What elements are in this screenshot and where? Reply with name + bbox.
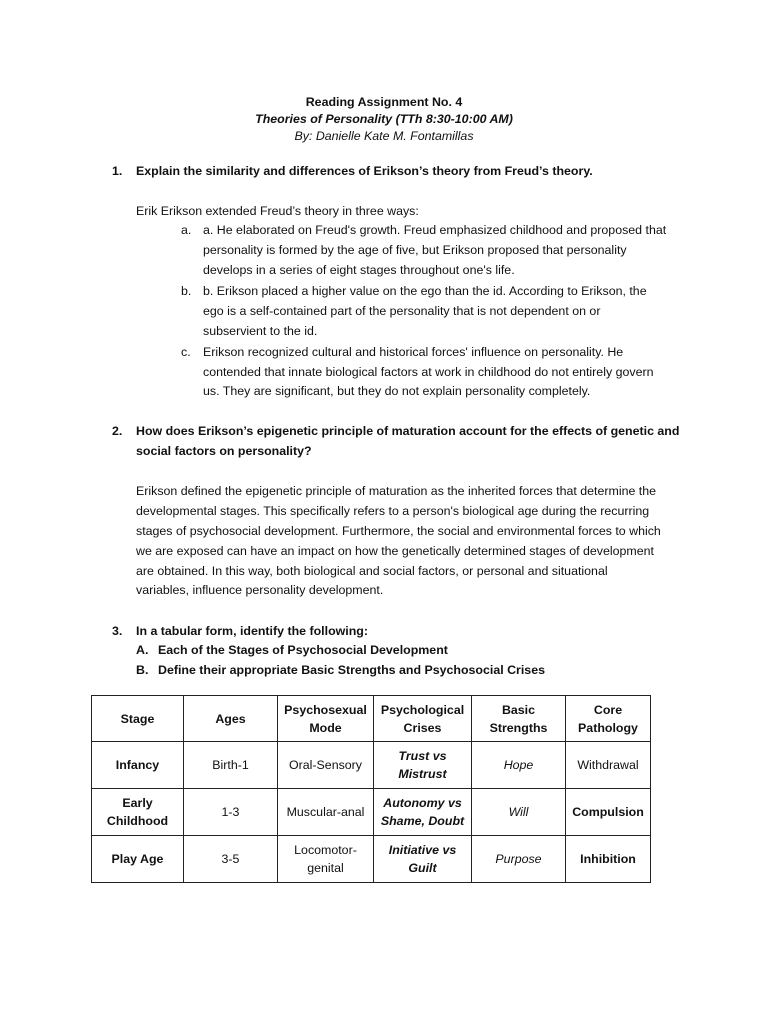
- q1-number: 1.: [112, 164, 123, 178]
- q1-item-b-line: ego is a self-contained part of the personality that is not dependent on or: [203, 304, 601, 318]
- q1-item-a-line: develops in a series of eight stages throughout one's life.: [203, 263, 515, 277]
- header-cell: [184, 696, 278, 742]
- q3-subitem-b-text: Define their appropriate Basic Strengths and Psychosocial Crises: [158, 663, 545, 677]
- header-text: Ages: [215, 711, 246, 726]
- table-row: [92, 836, 651, 883]
- cell-text: Hope: [503, 758, 534, 772]
- cell-text: Inhibition: [580, 852, 636, 866]
- q1-item-c-marker: c.: [181, 345, 191, 359]
- q1-question: Explain the similarity and differences of Erikson’s theory from Freud’s theory.: [136, 164, 593, 178]
- q2-answer-line: Erikson defined the epigenetic principle of maturation as the inherited forces that determine the: [136, 484, 657, 498]
- q2-question-line: How does Erikson’s epigenetic principle of maturation account for the effects of genetic and: [136, 424, 680, 438]
- header-cell: [374, 696, 472, 742]
- table-row: [92, 742, 651, 789]
- q1-item-c-line: contended that innate biological factors at work in childhood do not entirely govern: [203, 365, 654, 379]
- cell-text: Mistrust: [398, 767, 447, 781]
- cell-text: Infancy: [115, 758, 160, 772]
- ages-cell: [184, 836, 278, 883]
- cell-text: Trust vs: [398, 749, 447, 763]
- table-row: [92, 789, 651, 836]
- header-cell: [566, 696, 651, 742]
- q1-item-a-line: a. He elaborated on Freud's growth. Freud emphasized childhood and proposed that: [203, 223, 667, 237]
- cell-text: Guilt: [408, 861, 437, 875]
- header-text: Strengths: [489, 720, 548, 735]
- cell-text: Birth-1: [212, 758, 249, 772]
- q2-answer-line: variables, influence personality development.: [136, 583, 384, 597]
- cell-text: Initiative vs: [388, 843, 457, 857]
- ages-cell: [184, 789, 278, 836]
- cell-text: Play Age: [111, 852, 164, 866]
- q1-item-c-line: us. They are significant, but they do not explain personality completely.: [203, 384, 591, 398]
- cell-text: Locomotor-: [294, 843, 357, 857]
- cell-text: Compulsion: [572, 805, 644, 819]
- ages-cell: [184, 742, 278, 789]
- q3-number: 3.: [112, 624, 123, 638]
- document-title: Reading Assignment No. 4: [305, 95, 463, 109]
- q2-answer-line: are obtained. In this way, both biological and social factors, or personal and situational: [136, 564, 608, 578]
- q1-item-a-marker: a.: [181, 223, 192, 237]
- crises-cell: [374, 789, 472, 836]
- header-text: Mode: [309, 720, 342, 735]
- mode-cell: [278, 836, 374, 883]
- strength-cell: [472, 836, 566, 883]
- cell-text: Purpose: [495, 852, 542, 866]
- header-text: Pathology: [578, 720, 638, 735]
- cell-text: 1-3: [221, 805, 240, 819]
- header-cell: [278, 696, 374, 742]
- stage-cell: [92, 789, 184, 836]
- mode-cell: [278, 742, 374, 789]
- strength-cell: [472, 742, 566, 789]
- header-cell: [92, 696, 184, 742]
- q3-subitem-a-marker: A.: [136, 643, 149, 657]
- header-text: Crises: [403, 720, 442, 735]
- crises-cell: [374, 836, 472, 883]
- cell-text: 3-5: [221, 852, 240, 866]
- header-text: Basic: [501, 702, 536, 717]
- q2-answer-line: we are exposed can have an impact on how the genetically determined stages of development: [136, 544, 654, 558]
- q2-number: 2.: [112, 424, 123, 438]
- q1-item-b-line: subservient to the id.: [203, 324, 318, 338]
- stages-table: [91, 695, 651, 883]
- cell-text: Will: [508, 805, 529, 819]
- header-text: Psychological: [380, 702, 465, 717]
- header-text: Psychosexual: [284, 702, 367, 717]
- mode-cell: [278, 789, 374, 836]
- stage-cell: [92, 836, 184, 883]
- q2-answer-line: stages of psychosocial development. Furthermore, the social and environmental forces to which: [136, 524, 661, 538]
- q1-item-c-line: Erikson recognized cultural and historical forces' influence on personality. He: [203, 345, 624, 359]
- cell-text: genital: [307, 861, 344, 875]
- q2-answer-line: developmental stages. This specifically refers to a person's biological age during the recurring: [136, 504, 650, 518]
- q1-item-a-line: personality is formed by the age of five, but Erikson proposed that personality: [203, 243, 627, 257]
- cell-text: Early: [122, 796, 153, 810]
- table-header-row: [92, 696, 651, 742]
- pathology-cell: [566, 836, 651, 883]
- q1-intro: Erik Erikson extended Freud’s theory in three ways:: [136, 204, 419, 218]
- strength-cell: [472, 789, 566, 836]
- pathology-cell: [566, 742, 651, 789]
- header-cell: [472, 696, 566, 742]
- cell-text: Withdrawal: [577, 758, 639, 772]
- q2-question-line: social factors on personality?: [136, 444, 312, 458]
- cell-text: Oral-Sensory: [289, 758, 362, 772]
- crises-cell: [374, 742, 472, 789]
- q1-item-b-marker: b.: [181, 284, 192, 298]
- document-author: By: Danielle Kate M. Fontamillas: [294, 129, 474, 143]
- header-text: Stage: [120, 711, 155, 726]
- stage-cell: [92, 742, 184, 789]
- q3-subitem-a-text: Each of the Stages of Psychosocial Development: [158, 643, 448, 657]
- document-subtitle: Theories of Personality (TTh 8:30-10:00 AM): [255, 112, 513, 126]
- header-text: Core: [593, 702, 623, 717]
- cell-text: Autonomy vs: [383, 796, 462, 810]
- cell-text: Shame, Doubt: [380, 814, 465, 828]
- q3-question: In a tabular form, identify the following:: [136, 624, 368, 638]
- cell-text: Muscular-anal: [286, 805, 365, 819]
- cell-text: Childhood: [106, 814, 169, 828]
- pathology-cell: [566, 789, 651, 836]
- q1-item-b-line: b. Erikson placed a higher value on the ego than the id. According to Erikson, the: [203, 284, 647, 298]
- q3-subitem-b-marker: B.: [136, 663, 149, 677]
